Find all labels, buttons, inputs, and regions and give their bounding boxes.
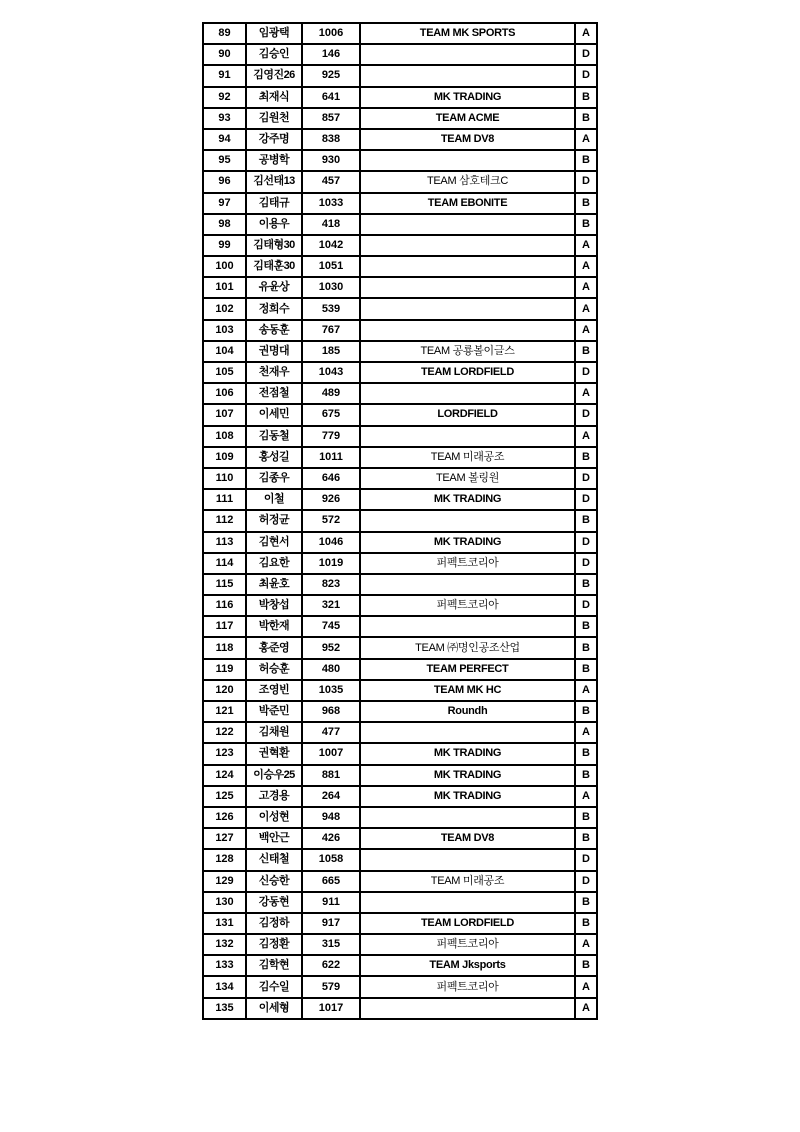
team-cell [360, 383, 575, 404]
number-cell: 968 [302, 701, 360, 722]
table-row [203, 129, 597, 150]
table-row [203, 743, 597, 764]
team-cell: MK TRADING [360, 87, 575, 108]
grade-cell: B [575, 193, 597, 214]
team-cell [360, 235, 575, 256]
grade-cell: A [575, 277, 597, 298]
grade-cell: B [575, 616, 597, 637]
table-row [203, 44, 597, 65]
name-cell: 박한재 [246, 616, 302, 637]
roster-table-body [203, 23, 597, 1019]
team-cell: TEAM LORDFIELD [360, 362, 575, 383]
table-row [203, 65, 597, 86]
name-cell: 강동현 [246, 892, 302, 913]
grade-cell: D [575, 171, 597, 192]
number-cell: 1011 [302, 447, 360, 468]
number-cell: 857 [302, 108, 360, 129]
table-row [203, 510, 597, 531]
name-cell: 백안근 [246, 828, 302, 849]
rank-cell: 99 [203, 235, 246, 256]
rank-cell: 130 [203, 892, 246, 913]
grade-cell: B [575, 447, 597, 468]
rank-cell: 96 [203, 171, 246, 192]
name-cell: 김태훈30 [246, 256, 302, 277]
grade-cell: B [575, 955, 597, 976]
name-cell: 송동훈 [246, 320, 302, 341]
table-row [203, 150, 597, 171]
team-cell: TEAM 미래공조 [360, 871, 575, 892]
number-cell: 641 [302, 87, 360, 108]
number-cell: 767 [302, 320, 360, 341]
grade-cell: B [575, 574, 597, 595]
number-cell: 675 [302, 404, 360, 425]
number-cell: 457 [302, 171, 360, 192]
number-cell: 418 [302, 214, 360, 235]
name-cell: 신태철 [246, 849, 302, 870]
number-cell: 665 [302, 871, 360, 892]
number-cell: 264 [302, 786, 360, 807]
table-row [203, 404, 597, 425]
table-row [203, 489, 597, 510]
team-cell: MK TRADING [360, 786, 575, 807]
number-cell: 925 [302, 65, 360, 86]
rank-cell: 115 [203, 574, 246, 595]
table-row [203, 871, 597, 892]
grade-cell: D [575, 553, 597, 574]
team-cell [360, 616, 575, 637]
number-cell: 539 [302, 298, 360, 319]
number-cell: 1042 [302, 235, 360, 256]
rank-cell: 94 [203, 129, 246, 150]
grade-cell: D [575, 532, 597, 553]
team-cell: TEAM MK HC [360, 680, 575, 701]
team-cell [360, 722, 575, 743]
team-cell: TEAM Jksports [360, 955, 575, 976]
roster-table [202, 22, 598, 1020]
team-cell [360, 277, 575, 298]
grade-cell: D [575, 489, 597, 510]
name-cell: 이성현 [246, 807, 302, 828]
number-cell: 1035 [302, 680, 360, 701]
team-cell [360, 65, 575, 86]
name-cell: 홍성길 [246, 447, 302, 468]
number-cell: 477 [302, 722, 360, 743]
grade-cell: B [575, 341, 597, 362]
grade-cell: A [575, 680, 597, 701]
name-cell: 공병학 [246, 150, 302, 171]
team-cell: TEAM 공룡볼이글스 [360, 341, 575, 362]
table-row [203, 108, 597, 129]
name-cell: 김태형30 [246, 235, 302, 256]
number-cell: 1006 [302, 23, 360, 44]
grade-cell: D [575, 871, 597, 892]
name-cell: 박준민 [246, 701, 302, 722]
team-cell [360, 426, 575, 447]
number-cell: 881 [302, 765, 360, 786]
grade-cell: B [575, 765, 597, 786]
table-row [203, 532, 597, 553]
number-cell: 745 [302, 616, 360, 637]
number-cell: 926 [302, 489, 360, 510]
grade-cell: D [575, 362, 597, 383]
table-row [203, 235, 597, 256]
name-cell: 김선태13 [246, 171, 302, 192]
rank-cell: 113 [203, 532, 246, 553]
name-cell: 정희수 [246, 298, 302, 319]
rank-cell: 135 [203, 998, 246, 1019]
rank-cell: 89 [203, 23, 246, 44]
grade-cell: B [575, 807, 597, 828]
name-cell: 유윤상 [246, 277, 302, 298]
name-cell: 김채원 [246, 722, 302, 743]
name-cell: 권혁환 [246, 743, 302, 764]
grade-cell: B [575, 892, 597, 913]
number-cell: 426 [302, 828, 360, 849]
rank-cell: 119 [203, 659, 246, 680]
team-cell: 퍼펙트코리아 [360, 934, 575, 955]
team-cell: Roundh [360, 701, 575, 722]
rank-cell: 92 [203, 87, 246, 108]
name-cell: 허정균 [246, 510, 302, 531]
number-cell: 948 [302, 807, 360, 828]
rank-cell: 107 [203, 404, 246, 425]
name-cell: 홍준영 [246, 637, 302, 658]
team-cell: TEAM 미래공조 [360, 447, 575, 468]
table-row [203, 595, 597, 616]
name-cell: 김승인 [246, 44, 302, 65]
table-row [203, 214, 597, 235]
name-cell: 김원천 [246, 108, 302, 129]
rank-cell: 105 [203, 362, 246, 383]
rank-cell: 116 [203, 595, 246, 616]
grade-cell: B [575, 659, 597, 680]
name-cell: 박창섭 [246, 595, 302, 616]
number-cell: 1019 [302, 553, 360, 574]
table-row [203, 298, 597, 319]
table-row [203, 193, 597, 214]
grade-cell: D [575, 404, 597, 425]
rank-cell: 104 [203, 341, 246, 362]
table-row [203, 680, 597, 701]
number-cell: 952 [302, 637, 360, 658]
team-cell [360, 849, 575, 870]
number-cell: 489 [302, 383, 360, 404]
number-cell: 838 [302, 129, 360, 150]
table-row [203, 553, 597, 574]
grade-cell: A [575, 976, 597, 997]
number-cell: 1051 [302, 256, 360, 277]
team-cell [360, 998, 575, 1019]
table-row [203, 468, 597, 489]
team-cell: MK TRADING [360, 743, 575, 764]
grade-cell: A [575, 23, 597, 44]
rank-cell: 90 [203, 44, 246, 65]
rank-cell: 122 [203, 722, 246, 743]
rank-cell: 95 [203, 150, 246, 171]
team-cell: TEAM MK SPORTS [360, 23, 575, 44]
number-cell: 572 [302, 510, 360, 531]
table-row [203, 849, 597, 870]
team-cell: TEAM PERFECT [360, 659, 575, 680]
grade-cell: B [575, 108, 597, 129]
name-cell: 김요한 [246, 553, 302, 574]
rank-cell: 129 [203, 871, 246, 892]
table-row [203, 87, 597, 108]
grade-cell: B [575, 214, 597, 235]
grade-cell: A [575, 786, 597, 807]
table-row [203, 426, 597, 447]
table-row [203, 277, 597, 298]
rank-cell: 91 [203, 65, 246, 86]
grade-cell: B [575, 913, 597, 934]
number-cell: 321 [302, 595, 360, 616]
rank-cell: 131 [203, 913, 246, 934]
number-cell: 1007 [302, 743, 360, 764]
rank-cell: 109 [203, 447, 246, 468]
number-cell: 1017 [302, 998, 360, 1019]
rank-cell: 117 [203, 616, 246, 637]
grade-cell: B [575, 637, 597, 658]
number-cell: 1033 [302, 193, 360, 214]
number-cell: 779 [302, 426, 360, 447]
table-row [203, 447, 597, 468]
table-row [203, 637, 597, 658]
grade-cell: D [575, 468, 597, 489]
team-cell: TEAM DV8 [360, 129, 575, 150]
table-row [203, 659, 597, 680]
team-cell [360, 510, 575, 531]
table-row [203, 828, 597, 849]
grade-cell: D [575, 44, 597, 65]
team-cell: 퍼펙트코리아 [360, 595, 575, 616]
table-row [203, 362, 597, 383]
number-cell: 911 [302, 892, 360, 913]
name-cell: 이세형 [246, 998, 302, 1019]
number-cell: 315 [302, 934, 360, 955]
name-cell: 김종우 [246, 468, 302, 489]
table-row [203, 701, 597, 722]
grade-cell: A [575, 383, 597, 404]
table-row [203, 171, 597, 192]
team-cell [360, 150, 575, 171]
grade-cell: D [575, 849, 597, 870]
rank-cell: 112 [203, 510, 246, 531]
number-cell: 1043 [302, 362, 360, 383]
grade-cell: A [575, 298, 597, 319]
number-cell: 646 [302, 468, 360, 489]
team-cell: LORDFIELD [360, 404, 575, 425]
table-row [203, 765, 597, 786]
table-row [203, 722, 597, 743]
grade-cell: A [575, 256, 597, 277]
rank-cell: 120 [203, 680, 246, 701]
grade-cell: A [575, 129, 597, 150]
name-cell: 강주명 [246, 129, 302, 150]
team-cell: TEAM 볼링원 [360, 468, 575, 489]
grade-cell: B [575, 510, 597, 531]
name-cell: 이철 [246, 489, 302, 510]
team-cell [360, 44, 575, 65]
name-cell: 조영빈 [246, 680, 302, 701]
number-cell: 480 [302, 659, 360, 680]
number-cell: 622 [302, 955, 360, 976]
number-cell: 146 [302, 44, 360, 65]
table-row [203, 998, 597, 1019]
rank-cell: 97 [203, 193, 246, 214]
grade-cell: A [575, 722, 597, 743]
team-cell: MK TRADING [360, 532, 575, 553]
name-cell: 신승한 [246, 871, 302, 892]
team-cell: 퍼펙트코리아 [360, 976, 575, 997]
rank-cell: 108 [203, 426, 246, 447]
number-cell: 579 [302, 976, 360, 997]
table-row [203, 341, 597, 362]
rank-cell: 101 [203, 277, 246, 298]
rank-cell: 102 [203, 298, 246, 319]
table-row [203, 320, 597, 341]
name-cell: 이용우 [246, 214, 302, 235]
table-row [203, 934, 597, 955]
team-cell: TEAM EBONITE [360, 193, 575, 214]
team-cell: MK TRADING [360, 489, 575, 510]
table-row [203, 786, 597, 807]
table-row [203, 616, 597, 637]
name-cell: 이승우25 [246, 765, 302, 786]
rank-cell: 103 [203, 320, 246, 341]
grade-cell: B [575, 743, 597, 764]
grade-cell: A [575, 998, 597, 1019]
rank-cell: 118 [203, 637, 246, 658]
grade-cell: B [575, 828, 597, 849]
grade-cell: B [575, 701, 597, 722]
team-cell [360, 574, 575, 595]
name-cell: 김동철 [246, 426, 302, 447]
rank-cell: 134 [203, 976, 246, 997]
team-cell: TEAM 삼호테크C [360, 171, 575, 192]
number-cell: 930 [302, 150, 360, 171]
name-cell: 전점철 [246, 383, 302, 404]
rank-cell: 126 [203, 807, 246, 828]
rank-cell: 106 [203, 383, 246, 404]
team-cell: TEAM DV8 [360, 828, 575, 849]
rank-cell: 123 [203, 743, 246, 764]
rank-cell: 124 [203, 765, 246, 786]
team-cell [360, 256, 575, 277]
name-cell: 허승훈 [246, 659, 302, 680]
table-row [203, 976, 597, 997]
rank-cell: 98 [203, 214, 246, 235]
grade-cell: B [575, 150, 597, 171]
grade-cell: D [575, 65, 597, 86]
rank-cell: 127 [203, 828, 246, 849]
rank-cell: 100 [203, 256, 246, 277]
grade-cell: B [575, 87, 597, 108]
number-cell: 1046 [302, 532, 360, 553]
name-cell: 김학현 [246, 955, 302, 976]
name-cell: 김정환 [246, 934, 302, 955]
table-row [203, 256, 597, 277]
team-cell: TEAM LORDFIELD [360, 913, 575, 934]
number-cell: 185 [302, 341, 360, 362]
number-cell: 1030 [302, 277, 360, 298]
team-cell: TEAM ACME [360, 108, 575, 129]
table-row [203, 807, 597, 828]
grade-cell: A [575, 320, 597, 341]
name-cell: 최윤호 [246, 574, 302, 595]
name-cell: 김영진26 [246, 65, 302, 86]
rank-cell: 125 [203, 786, 246, 807]
number-cell: 917 [302, 913, 360, 934]
table-row [203, 955, 597, 976]
name-cell: 천재우 [246, 362, 302, 383]
name-cell: 임광택 [246, 23, 302, 44]
number-cell: 823 [302, 574, 360, 595]
rank-cell: 121 [203, 701, 246, 722]
rank-cell: 110 [203, 468, 246, 489]
number-cell: 1058 [302, 849, 360, 870]
name-cell: 김현서 [246, 532, 302, 553]
grade-cell: A [575, 235, 597, 256]
rank-cell: 132 [203, 934, 246, 955]
name-cell: 김정하 [246, 913, 302, 934]
rank-cell: 133 [203, 955, 246, 976]
grade-cell: D [575, 595, 597, 616]
team-cell [360, 892, 575, 913]
name-cell: 고경용 [246, 786, 302, 807]
name-cell: 권명대 [246, 341, 302, 362]
team-cell: MK TRADING [360, 765, 575, 786]
rank-cell: 114 [203, 553, 246, 574]
team-cell [360, 214, 575, 235]
grade-cell: A [575, 426, 597, 447]
table-row [203, 574, 597, 595]
rank-cell: 111 [203, 489, 246, 510]
table-row [203, 892, 597, 913]
team-cell [360, 298, 575, 319]
team-cell: 퍼펙트코리아 [360, 553, 575, 574]
table-row [203, 23, 597, 44]
rank-cell: 93 [203, 108, 246, 129]
name-cell: 최재식 [246, 87, 302, 108]
table-row [203, 383, 597, 404]
grade-cell: A [575, 934, 597, 955]
rank-cell: 128 [203, 849, 246, 870]
team-cell: TEAM ㈜명인공조산업 [360, 637, 575, 658]
table-row [203, 913, 597, 934]
name-cell: 김수일 [246, 976, 302, 997]
team-cell [360, 320, 575, 341]
name-cell: 김태규 [246, 193, 302, 214]
team-cell [360, 807, 575, 828]
name-cell: 이세민 [246, 404, 302, 425]
